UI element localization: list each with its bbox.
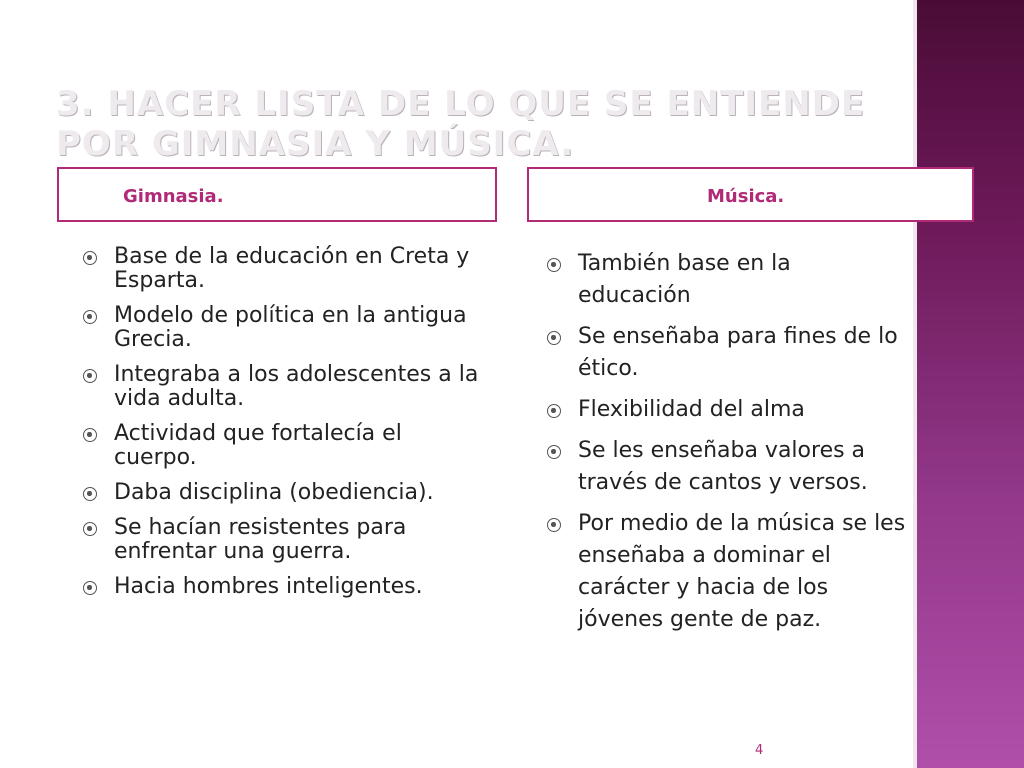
list-item-text: Integraba a los adolescentes a la vida adulta. <box>114 362 479 411</box>
bullet-icon <box>547 258 561 272</box>
gimnasia-bullet-list <box>83 245 483 610</box>
list-item <box>83 575 483 599</box>
list-item-text: Actividad que fortalecía el cuerpo. <box>114 421 402 470</box>
column-header-musica <box>527 167 974 222</box>
decorative-side-band <box>913 0 1024 768</box>
list-item <box>547 435 907 499</box>
list-item-text: Por medio de la música se les enseñaba a dominar el carácter y hacia de los jóvenes gente de paz. <box>578 511 906 632</box>
bullet-icon <box>547 331 561 345</box>
list-item-text: Se enseñaba para fines de lo ético. <box>578 324 898 381</box>
list-item-text: Se les enseñaba valores a través de cantos y versos. <box>578 438 868 495</box>
bullet-icon <box>83 310 97 324</box>
list-item-text: También base en la educación <box>578 251 791 308</box>
list-item <box>83 304 483 352</box>
bullet-icon <box>547 404 561 418</box>
bullet-icon <box>547 445 561 459</box>
bullet-icon <box>83 487 97 501</box>
list-item <box>83 245 483 293</box>
column-header-label: Gimnasia. <box>123 186 224 207</box>
bullet-icon <box>83 251 97 265</box>
side-band-accent-line <box>913 0 917 768</box>
bullet-icon <box>547 518 561 532</box>
bullet-icon <box>83 522 97 536</box>
list-item <box>83 363 483 411</box>
list-item-text: Base de la educación en Creta y Esparta. <box>114 244 470 293</box>
list-item <box>83 422 483 470</box>
list-item-text: Modelo de política en la antigua Grecia. <box>114 303 467 352</box>
list-item <box>547 321 907 385</box>
bullet-icon <box>83 369 97 383</box>
list-item <box>547 248 907 312</box>
bullet-icon <box>83 428 97 442</box>
list-item <box>547 394 907 426</box>
list-item <box>547 508 907 636</box>
column-header-label: Música. <box>707 186 785 207</box>
musica-bullet-list <box>547 248 907 645</box>
page-number: 4 <box>755 743 764 758</box>
list-item <box>83 516 483 564</box>
column-header-gimnasia <box>57 167 497 222</box>
list-item-text: Se hacían resistentes para enfrentar una guerra. <box>114 515 407 564</box>
slide-title: 3. HACER LISTA DE LO QUE SE ENTIENDE POR GIMNASIA Y MÚSICA. <box>56 84 866 164</box>
list-item-text: Hacia hombres inteligentes. <box>114 574 423 599</box>
list-item <box>83 481 483 505</box>
list-item-text: Flexibilidad del alma <box>578 397 805 422</box>
bullet-icon <box>83 581 97 595</box>
list-item-text: Daba disciplina (obediencia). <box>114 480 434 505</box>
